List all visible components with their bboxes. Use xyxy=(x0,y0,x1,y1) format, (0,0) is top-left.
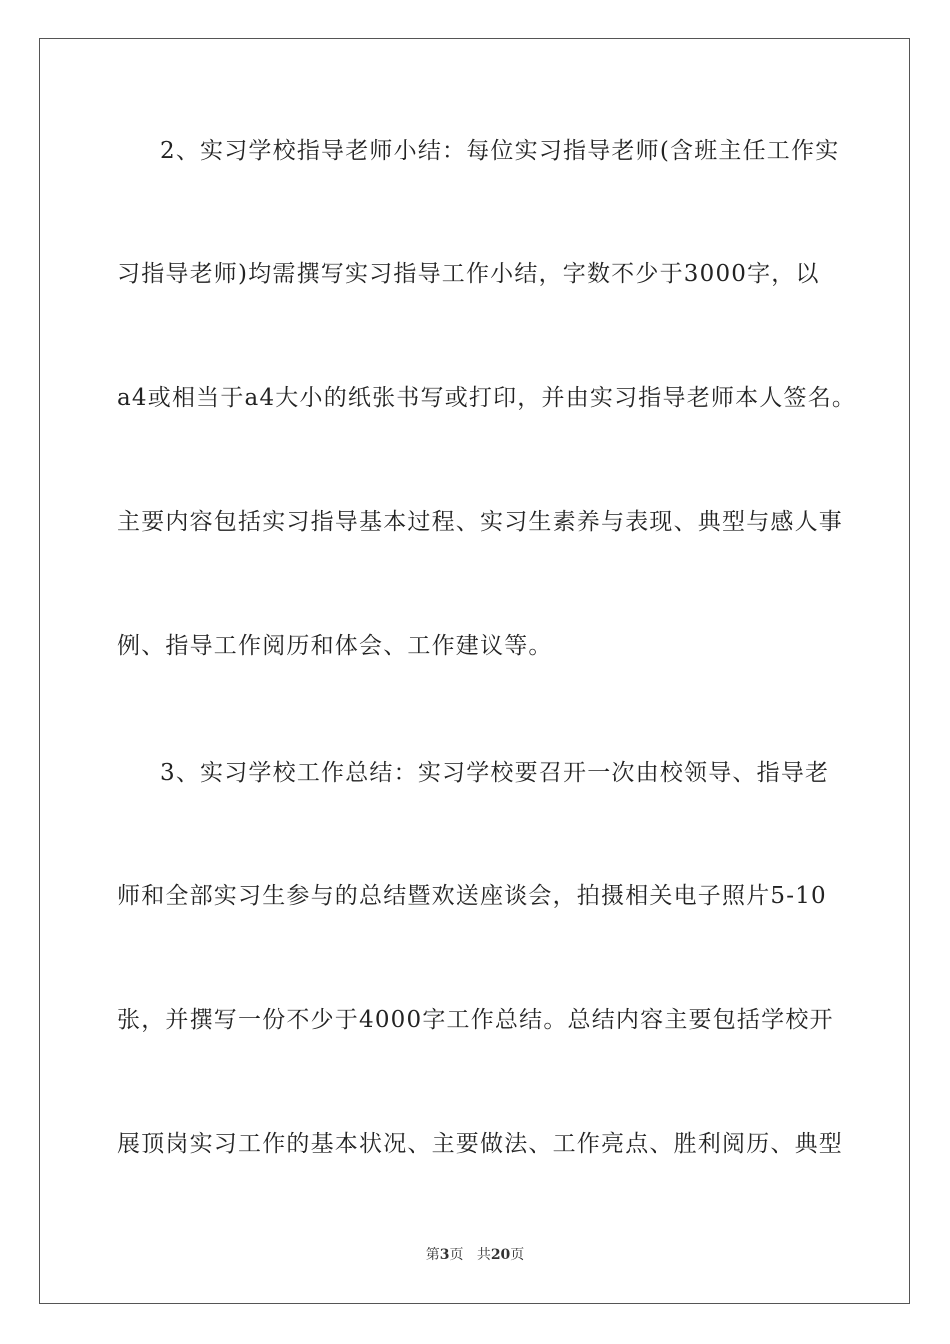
paragraph-2-line-3: a4或相当于a4大小的纸张书写或打印，并由实习指导老师本人签名。 xyxy=(117,385,857,411)
paragraph-2-line-5: 例、指导工作阅历和体会、工作建议等。 xyxy=(117,633,553,659)
paragraph-2-line-2: 习指导老师)均需撰写实习指导工作小结，字数不少于3000字，以 xyxy=(117,261,820,287)
paragraph-3-line-1: 3、实习学校工作总结：实习学校要召开一次由校领导、指导老 xyxy=(160,760,830,786)
paragraph-3-line-2: 师和全部实习生参与的总结暨欢送座谈会，拍摄相关电子照片5-10 xyxy=(117,883,827,909)
page-footer xyxy=(0,1246,950,1264)
paragraph-2-line-4: 主要内容包括实习指导基本过程、实习生素养与表现、典型与感人事 xyxy=(117,509,843,535)
total-prefix: 共 xyxy=(476,1247,491,1263)
paragraph-3-line-3: 张，并撰写一份不少于4000字工作总结。总结内容主要包括学校开 xyxy=(117,1007,834,1033)
current-page-number: 3 xyxy=(439,1247,450,1263)
page-border xyxy=(39,38,910,1304)
total-page-number: 20 xyxy=(490,1247,511,1263)
paragraph-3-line-4: 展顶岗实习工作的基本状况、主要做法、工作亮点、胜利阅历、典型 xyxy=(117,1131,843,1157)
page-prefix: 第 xyxy=(425,1247,440,1263)
paragraph-2-line-1: 2、实习学校指导老师小结：每位实习指导老师(含班主任工作实 xyxy=(160,138,840,164)
total-suffix: 页 xyxy=(510,1247,525,1263)
page-suffix: 页 xyxy=(449,1247,464,1263)
